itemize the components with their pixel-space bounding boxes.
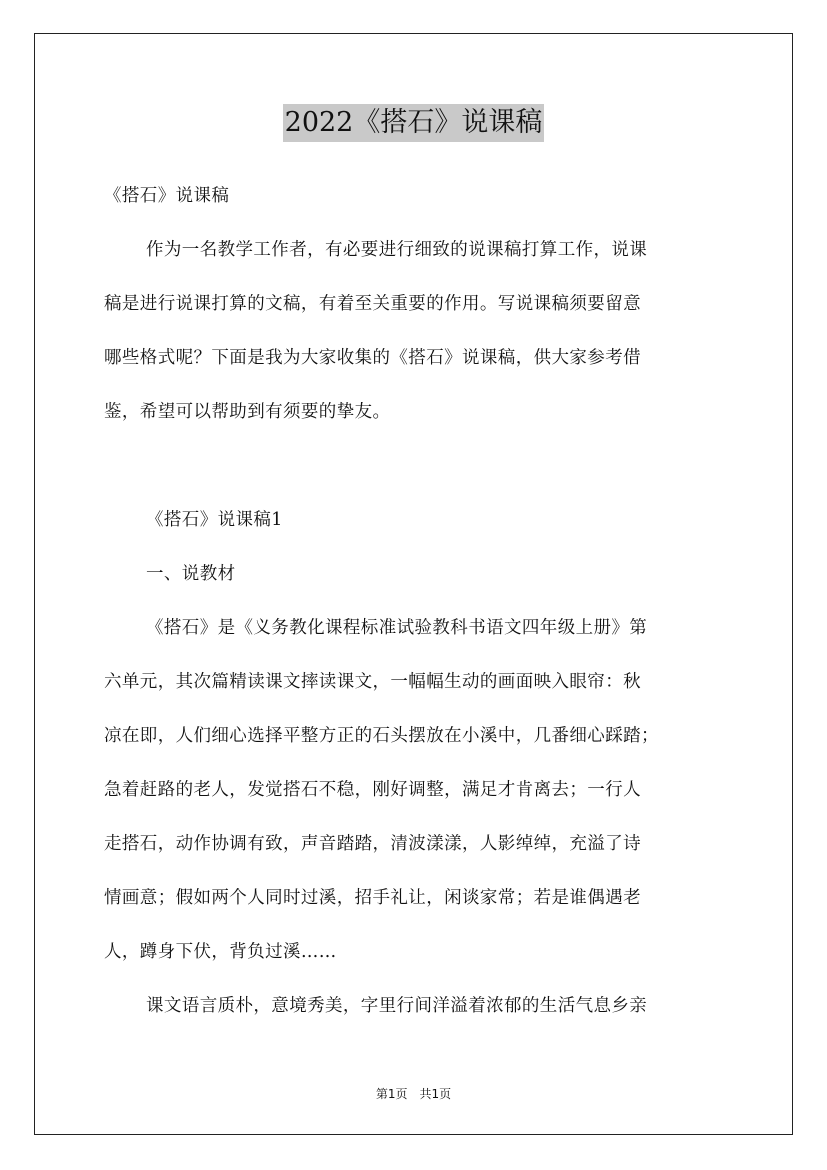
- document-title: 2022《搭石》说课稿: [283, 104, 545, 142]
- intro-line: 鉴，希望可以帮助到有须要的挚友。: [104, 402, 391, 422]
- page-footer: 第1页 共1页: [375, 1087, 452, 1101]
- document-title-block: [0, 104, 827, 142]
- intro-line: 哪些格式呢？下面是我为大家收集的《搭石》说课稿，供大家参考借: [104, 348, 641, 368]
- intro-line: 作为一名教学工作者，有必要进行细致的说课稿打算工作，说课: [146, 240, 648, 260]
- body-line: 急着赶路的老人，发觉搭石不稳，刚好调整，满足才肯离去；一行人: [104, 780, 641, 800]
- body-line: 课文语言质朴，意境秀美，字里行间洋溢着浓郁的生活气息乡亲: [146, 996, 648, 1016]
- intro-line: 稿是进行说课打算的文稿，有着至关重要的作用。写说课稿须要留意: [104, 294, 641, 314]
- body-line: 人，蹲身下伏，背负过溪……: [104, 942, 337, 962]
- body-line: 凉在即，人们细心选择平整方正的石头摆放在小溪中，几番细心踩踏；: [104, 726, 659, 746]
- body-line: 情画意；假如两个人同时过溪，招手礼让，闲谈家常；若是谁偶遇老: [104, 888, 641, 908]
- body-line: 《搭石》是《义务教化课程标准试验教科书语文四年级上册》第: [146, 618, 648, 638]
- body-line: 走搭石，动作协调有致，声音踏踏，清波漾漾，人影绰绰，充溢了诗: [104, 834, 641, 854]
- document-heading: 《搭石》说课稿: [104, 186, 230, 206]
- subsection-title: 一、说教材: [146, 564, 236, 584]
- body-line: 六单元，其次篇精读课文摔读课文，一幅幅生动的画面映入眼帘：秋: [104, 672, 641, 692]
- section-title: 《搭石》说课稿1: [146, 510, 283, 530]
